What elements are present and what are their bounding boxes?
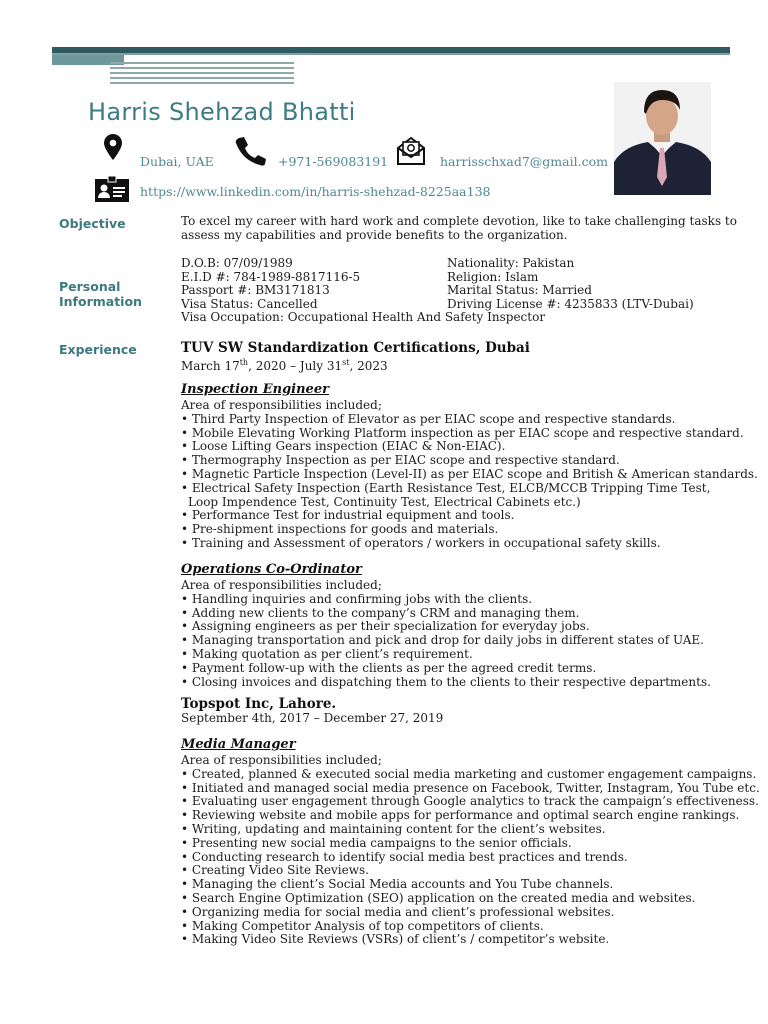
list-item: • Reviewing website and mobile apps for performance and optimal search engine rankings. xyxy=(181,808,740,823)
list-item: • Organizing media for social media and client’s professional websites. xyxy=(181,904,615,919)
list-item: • Thermography Inspection as per EIAC scope and respective standard. xyxy=(181,453,620,468)
list-item: • Conducting research to identify social media best practices and trends. xyxy=(181,849,628,864)
profile-photo xyxy=(614,82,711,195)
header-rule xyxy=(110,62,294,64)
list-item: • Creating Video Site Reviews. xyxy=(181,863,369,878)
phone-link[interactable]: +971-569083191 xyxy=(278,154,389,169)
eid: E.I.D #: 784-1989-8817116-5 xyxy=(181,269,361,284)
company-name: TUV SW Standardization Certifications, Dubai xyxy=(181,340,530,356)
list-item: • Making Competitor Analysis of top competitors of clients. xyxy=(181,918,544,933)
responsibility-list: Area of responsibilities included; • Handling inquiries and confirming jobs with the clients. • Adding new clients to the company’s CRM and managing them. • Assigning engineers as per their specialization for everyday jobs. • Managing transportation and pick and drop for daily jobs in different states of UAE. • Making quotation as per client’s requirement. • Payment follow-up with the clients as per the agreed credit terms. • Closing invoices and dispatching them to the clients to their respective departments. xyxy=(181,579,726,689)
list-item: • Payment follow-up with the clients as per the agreed credit terms. xyxy=(181,660,597,675)
marital-status: Marital Status: Married xyxy=(447,283,592,298)
passport: Passport #: BM3171813 xyxy=(181,283,330,298)
phone-icon xyxy=(234,136,266,166)
list-item: • Loose Lifting Gears inspection (EIAC & Non-EIAC). xyxy=(181,439,506,454)
role-title: Operations Co-Ordinator xyxy=(181,562,362,577)
email-icon xyxy=(396,136,426,166)
email-link[interactable]: harrisschxad7@gmail.com xyxy=(440,154,608,169)
header-band-light xyxy=(52,53,730,55)
section-label-personal: Personal xyxy=(59,279,121,294)
list-item: • Mobile Elevating Working Platform inspection as per EIAC scope and respective standard. xyxy=(181,425,744,440)
section-label-personal-2: Information xyxy=(59,294,142,309)
job-dates: September 4th, 2017 – December 27, 2019 xyxy=(181,711,444,725)
job-dates: March 17th, 2020 – July 31st, 2023 xyxy=(181,358,388,373)
list-item: • Adding new clients to the company’s CRM and managing them. xyxy=(181,605,580,620)
list-item: • Electrical Safety Inspection (Earth Resistance Test, ELCB/MCCB Tripping Time Test, Loop Impendence Test, Continuity Test, Electrical Cabinets etc.) xyxy=(181,480,711,509)
list-item: • Handling inquiries and confirming jobs with the clients. xyxy=(181,591,533,606)
list-item: • Created, planned & executed social media marketing and customer engagement campaigns. xyxy=(181,766,757,781)
list-item: • Initiated and managed social media presence on Facebook, Twitter, Instagram, You Tube etc. xyxy=(181,780,760,795)
list-item: • Training and Assessment of operators / workers in occupational safety skills. xyxy=(181,535,661,550)
list-item: • Pre-shipment inspections for goods and materials. xyxy=(181,522,499,537)
list-item: • Managing transportation and pick and drop for daily jobs in different states of UAE. xyxy=(181,633,704,648)
driving-license: Driving License #: 4235833 (LTV-Dubai) xyxy=(447,296,694,311)
list-item: • Making quotation as per client’s requirement. xyxy=(181,646,473,661)
personal-info-right xyxy=(447,257,737,311)
header-rule xyxy=(110,82,294,84)
header-rule xyxy=(110,77,294,79)
responsibility-list: Area of responsibilities included; • Third Party Inspection of Elevator as per EIAC scope and respective standards. • Mobile Elevating Working Platform inspection as per EIAC scope and respective standard. • Loose Lifting Gears inspection (EIAC & Non-EIAC). • Thermography Inspection as per EIAC scope and respective standard. • Magnetic Particle Inspection (Level-II) as per EIAC scope and British & American standards. • Electrical Safety Inspection (Earth Resistance Test, ELCB/MCCB Tripping Time Test, Loop Impendence Test, Continuity Test, Electrical Cabinets etc.) • Performance Test for industrial equipment and tools. • Pre-shipment inspections for goods and materials. • Training and Assessment of operators / workers in occupational safety skills. xyxy=(181,398,758,550)
visa-status: Visa Status: Cancelled xyxy=(181,296,318,311)
header-rule xyxy=(110,72,294,74)
dob: D.O.B: 07/09/1989 xyxy=(181,256,293,270)
linkedin-link[interactable]: https://www.linkedin.com/in/harris-shehzad-8225aa138 xyxy=(140,184,491,199)
company-name: Topspot Inc, Lahore. xyxy=(181,696,337,712)
header-rule xyxy=(110,67,294,69)
section-label-objective: Objective xyxy=(59,216,126,231)
list-item: • Assigning engineers as per their specialization for everyday jobs. xyxy=(181,619,590,634)
responsibility-list: Area of responsibilities included; • Created, planned & executed social media marketing and customer engagement campaigns. • Initiated and managed social media presence on Facebook, Twitter, Instagram, You Tube etc. • Evaluating user engagement through Google analytics to track the campaign’s effectiveness. • Reviewing website and mobile apps for performance and optimal search engine rankings. • Writing, updating and maintaining content for the client’s websites. • Presenting new social media campaigns to the senior officials. • Conducting research to identify social media best practices and trends. • Creating Video Site Reviews. • Managing the client’s Social Media accounts and You Tube channels. • Search Engine Optimization (SEO) application on the created media and websites. • Organizing media for social media and client’s professional websites. • Making Competitor Analysis of top competitors of clients. • Making Video Site Reviews (VSRs) of client’s / competitor’s website. xyxy=(181,753,760,947)
role-title: Inspection Engineer xyxy=(181,382,329,397)
id-card-icon xyxy=(95,176,129,202)
list-item: • Writing, updating and maintaining content for the client’s websites. xyxy=(181,821,606,836)
list-item: • Third Party Inspection of Elevator as per EIAC scope and respective standards. xyxy=(181,411,676,426)
list-item: • Evaluating user engagement through Google analytics to track the campaign’s effectiveness. xyxy=(181,794,759,809)
role-title: Media Manager xyxy=(181,737,296,752)
nationality: Nationality: Pakistan xyxy=(447,256,575,270)
list-item: • Search Engine Optimization (SEO) application on the created media and websites. xyxy=(181,890,696,905)
location-pin-icon xyxy=(104,134,122,162)
religion: Religion: Islam xyxy=(447,269,539,284)
visa-occupation: Visa Occupation: Occupational Health And Safety Inspector xyxy=(181,310,546,325)
list-item: • Performance Test for industrial equipment and tools. xyxy=(181,508,515,523)
list-item: • Closing invoices and dispatching them to the clients to their respective departments. xyxy=(181,674,711,689)
list-item: • Presenting new social media campaigns to the senior officials. xyxy=(181,835,572,850)
objective-text: To excel my career with hard work and complete devotion, like to take challenging tasks to assess my capabilities and provide benefits to the organization. xyxy=(181,214,737,242)
section-label-experience: Experience xyxy=(59,342,137,357)
list-item: • Magnetic Particle Inspection (Level-II) as per EIAC scope and British & American standards. xyxy=(181,466,758,481)
location-text: Dubai, UAE xyxy=(140,154,214,169)
list-item: • Managing the client’s Social Media accounts and You Tube channels. xyxy=(181,877,614,892)
list-item: • Making Video Site Reviews (VSRs) of client’s / competitor’s website. xyxy=(181,932,610,947)
candidate-name: Harris Shehzad Bhatti xyxy=(88,98,356,126)
